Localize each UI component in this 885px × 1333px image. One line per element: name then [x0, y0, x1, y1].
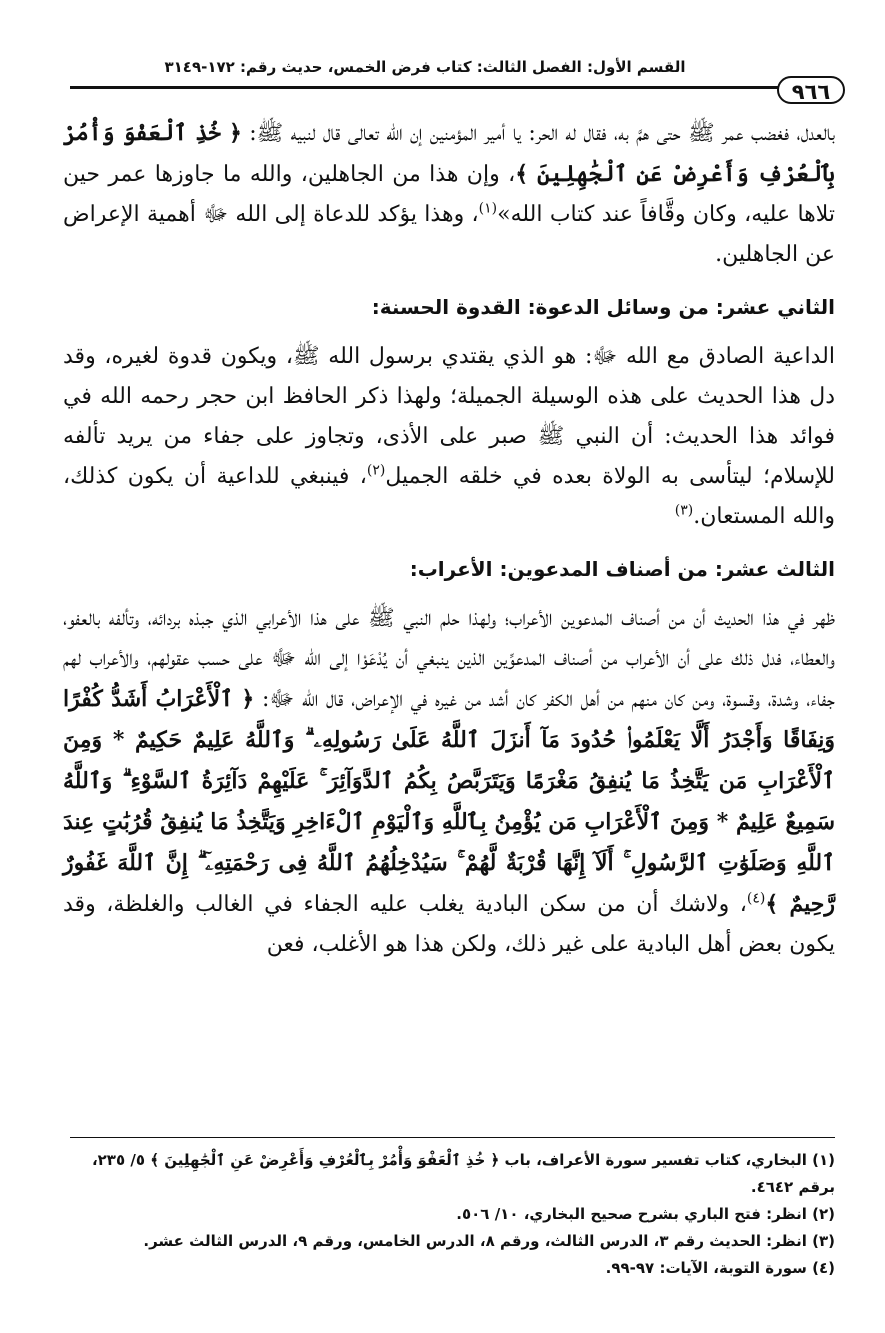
- footnote: (١) البخاري، كتاب تفسير سورة الأعراف، باب ﴿ خُذِ ٱلْعَفْوَ وَأْمُرْ بِٱلْعُرْفِ وَأَعْرِضْ عَنِ ٱلْجَٰهِلِينَ ﴾ ٥/ ٢٣٥، برقم ٤٦٤٢.: [91, 1151, 835, 1196]
- text-run: ، فينبغي للداعية أن يكون كذلك، والله المستعان.: [63, 464, 835, 529]
- text-run: ، ولاشك أن من سكن البادية يغلب عليه الجفاء في الغالب والغلظة، وقد يكون بعض أهل البادية على غير ذلك، ولكن هذا هو الأغلب، فعن: [63, 892, 835, 957]
- paragraph: [63, 599, 835, 965]
- header-rule: [70, 86, 810, 89]
- running-header: القسم الأول: الفصل الثالث: كتاب فرض الخمس، حديث رقم: ١٧٢-٣١٤٩: [164, 58, 686, 76]
- quran-verse: ﴿ خُذِ ٱلْعَفْوَ وَأْمُرْ بِٱلْعُرْفِ وَأَعْرِضْ عَنِ ٱلْجَٰهِلِينَ ﴾: [63, 120, 835, 187]
- text-run: بالعدل، فغضب عمر ﷺ حتى همَّ به، فقال له الحر: يا أمير المؤمنين إن الله تعالى قال لنبيه ﷺ:: [241, 121, 835, 146]
- footnote-ref: (٣): [674, 502, 694, 519]
- footnote-ref: (١): [478, 200, 498, 217]
- quran-verse: ﴿ ٱلْأَعْرَابُ أَشَدُّ كُفْرًا وَنِفَاقًا وَأَجْدَرُ أَلَّا يَعْلَمُوا۟ حُدُودَ مَآ أَنزَلَ ٱللَّهُ عَلَىٰ رَسُولِهِۦ ۗ وَٱللَّهُ عَلِيمٌ حَكِيمٌ * وَمِنَ ٱلْأَعْرَابِ مَن يَتَّخِذُ مَا يُنفِقُ مَغْرَمًا وَيَتَرَبَّصُ بِكُمُ ٱلدَّوَآئِرَ ۚ عَلَيْهِمْ دَآئِرَةُ ٱلسَّوْءِ ۗ وَٱللَّهُ سَمِيعٌ عَلِيمٌ * وَمِنَ ٱلْأَعْرَابِ مَن يُؤْمِنُ بِٱللَّهِ وَٱلْيَوْمِ ٱلْءَاخِرِ وَيَتَّخِذُ مَا يُنفِقُ قُرُبَٰتٍ عِندَ ٱللَّهِ وَصَلَوَٰتِ ٱلرَّسُولِ ۚ أَلَآ إِنَّهَا قُرْبَةٌ لَّهُمْ ۚ سَيُدْخِلُهُمُ ٱللَّهُ فِى رَحْمَتِهِۦٓ ۗ إِنَّ ٱللَّهَ غَفُورٌ رَّحِيمٌ ﴾: [63, 686, 835, 917]
- text-run: ، وهذا يؤكد للدعاة إلى الله ﷻ أهمية الإعراض عن الجاهلين.: [63, 202, 835, 267]
- footnote: (٤) سورة التوبة، الآيات: ٩٧-٩٩.: [605, 1259, 835, 1277]
- footnote-ref: (٤): [746, 890, 766, 907]
- footnotes: [70, 1147, 835, 1282]
- section-heading: الثالث عشر: من أصناف المدعوين: الأعراب:: [409, 557, 835, 581]
- footnote-ref: (٢): [366, 462, 386, 479]
- footnote: (٣) انظر: الحديث رقم ٣، الدرس الثالث، ورقم ٨، الدرس الخامس، ورقم ٩، الدرس الثالث عشر.: [143, 1232, 835, 1250]
- page-number: ٩٦٦: [777, 76, 845, 104]
- section-heading: الثاني عشر: من وسائل الدعوة: القدوة الحسنة:: [371, 295, 835, 319]
- footnote: (٢) انظر: فتح الباري بشرح صحيح البخاري، ١٠/ ٥٠٦.: [456, 1205, 835, 1223]
- text-run: ، وإن هذا من الجاهلين، والله ما جاوزها عمر حين تلاها عليه، وكان وقَّافاً عند كتاب الله»: [63, 162, 835, 227]
- main-text: [63, 113, 835, 965]
- footnote-rule: [70, 1137, 835, 1138]
- text-run: ظهر في هذا الحديث أن من أصناف المدعوين الأعراب؛ ولهذا حلم النبي ﷺ على هذا الأعرابي الذي جبذه بردائه، وتألفه بالعفو، والعطاء، فدل ذلك على أن الأعراب من أصناف المدعوِّين الذين ينبغي أن يُدْعَوْا إلى الله ﷻ على حسب عقولهم، والأعراب لهم جفاء، وشدة، وقسوة، ومن كان منهم من أهل الكفر كان أشد من غيره في الإعراض، قال الله ﷻ:: [63, 606, 835, 712]
- text-run: الداعية الصادق مع الله ﷻ: هو الذي يقتدي برسول الله ﷺ، ويكون قدوة لغيره، وقد دل هذا الحديث على هذه الوسيلة الجميلة؛ ولهذا ذكر الحافظ ابن حجر رحمه الله في فوائد هذا الحديث: أن النبي ﷺ صبر على الأذى، وتجاوز على جفاء من يريد تألفه للإسلام؛ ليتأسى به الولاة بعده في خلقه الجميل: [63, 344, 835, 489]
- paragraph: [63, 113, 835, 275]
- paragraph: [63, 337, 835, 537]
